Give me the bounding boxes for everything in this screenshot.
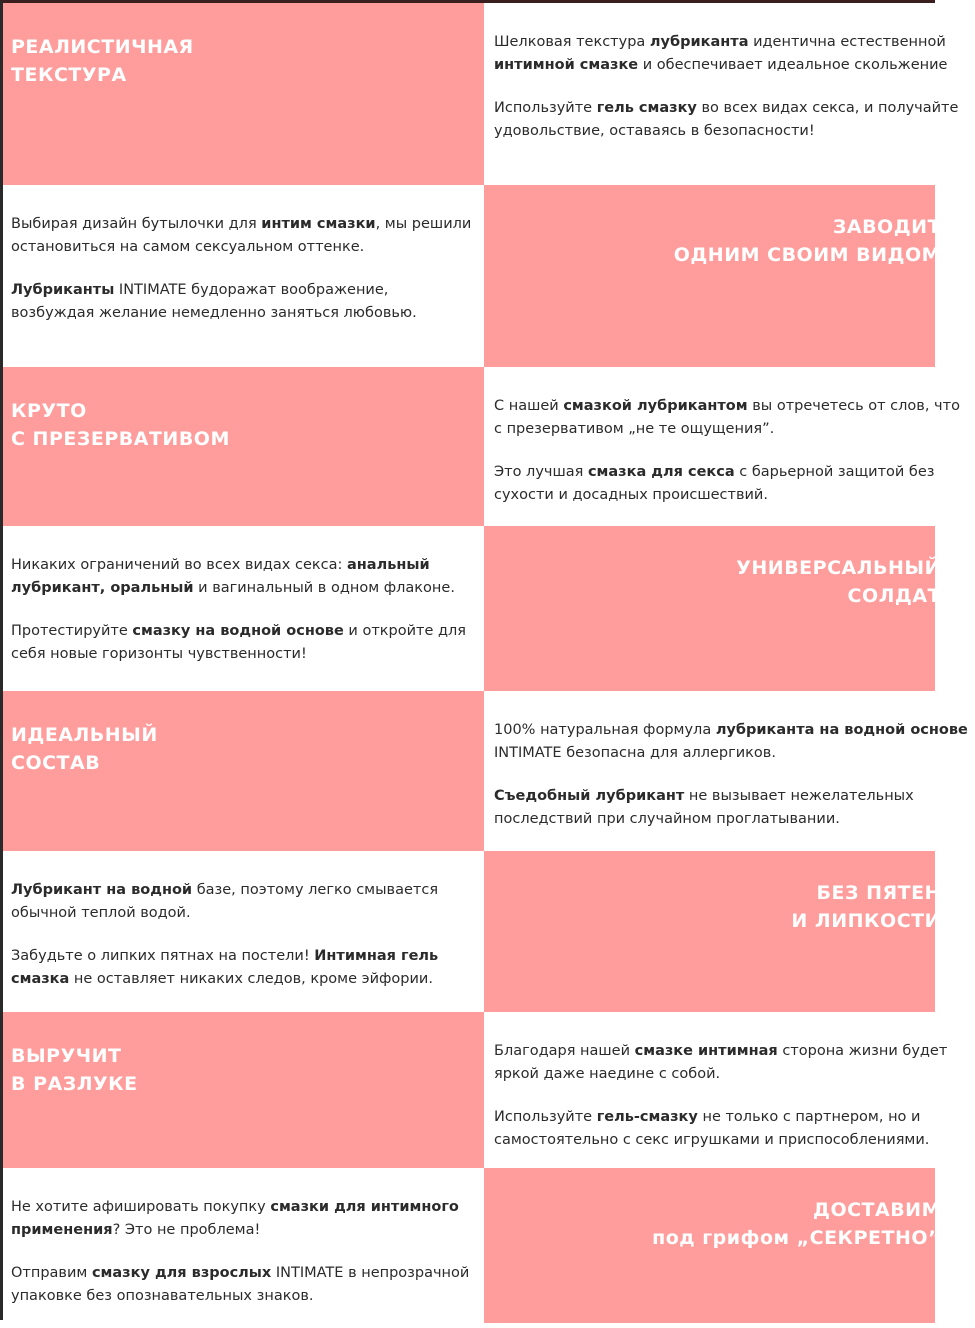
text-run: INTIMATE будоражат воображение, возбуждая желание немедленно заняться любовью. (11, 282, 417, 321)
bold-keyword: Лубрикант на водной (11, 882, 193, 898)
bold-keyword: гель смазку (596, 100, 697, 116)
bold-keyword: Интимная гель смазка (11, 948, 439, 987)
description-paragraph (494, 395, 975, 441)
feature-title-block (3, 1012, 484, 1168)
feature-title: РЕАЛИСТИЧНАЯ ТЕКСТУРА (11, 36, 194, 86)
feature-text-block (3, 526, 484, 691)
description-paragraph (494, 719, 975, 765)
text-run: Не хотите афишировать покупку (11, 1199, 271, 1215)
text-run: во всех видах секса, и получайте (696, 100, 959, 116)
bold-keyword: смазку для взрослых (91, 1265, 272, 1281)
text-run: Выбирая дизайн бутылочки для (11, 216, 262, 232)
feature-description (494, 1040, 975, 1172)
feature-title-block (484, 1168, 941, 1323)
feature-row (3, 3, 959, 185)
text-run: и откройте для себя новые горизонты чувственности! (11, 623, 467, 662)
description-paragraph (494, 97, 975, 143)
feature-title: ЗАВОДИТ ОДНИМ СВОИМ ВИДОМ (673, 216, 941, 266)
text-run: с презервативом „не те ощущения”. (494, 421, 775, 437)
text-run: базе, поэтому легко смывается обычной теплой водой. (11, 882, 439, 921)
text-run: яркой даже наедине с собой. (494, 1066, 721, 1082)
feature-text-block (484, 691, 968, 851)
text-run: идентична естественной (748, 34, 946, 50)
feature-row (3, 851, 941, 1012)
feature-title-block (484, 185, 941, 367)
description-paragraph (494, 785, 975, 831)
feature-row (3, 1168, 941, 1323)
feature-title: УНИВЕРСАЛЬНЫЙ СОЛДАТ (736, 557, 941, 607)
bold-keyword: смазке интимная (634, 1043, 778, 1059)
text-run: последствий при случайном проглатывании. (494, 811, 840, 827)
description-paragraph (11, 1262, 474, 1308)
text-run: не только с партнером, но и (697, 1109, 921, 1125)
text-run: INTIMATE в непрозрачной упаковке без опознавательных знаков. (11, 1265, 470, 1304)
text-run: Протестируйте (11, 623, 133, 639)
feature-title-block (3, 691, 484, 851)
bold-keyword: смазка для секса (587, 464, 735, 480)
feature-row (3, 526, 941, 691)
feature-text-block (3, 1168, 484, 1323)
feature-text-block (3, 185, 484, 367)
feature-text-block (484, 367, 960, 526)
text-run: самостоятельно с секс игрушками и приспособлениями. (494, 1132, 930, 1148)
text-run: вы отречетесь от слов, что (747, 398, 960, 414)
feature-title: ИДЕАЛЬНЫЙ СОСТАВ (11, 724, 158, 774)
bold-keyword: интимной смазке (494, 57, 639, 73)
description-paragraph (11, 279, 474, 325)
text-run: Используйте (494, 100, 597, 116)
bold-keyword: Съедобный лубрикант (494, 788, 685, 804)
feature-title-block (3, 367, 484, 526)
feature-description (494, 31, 975, 163)
feature-description (494, 719, 975, 851)
feature-text-block (484, 3, 959, 185)
text-run: Это лучшая (494, 464, 588, 480)
text-run: сторона жизни будет (777, 1043, 948, 1059)
text-run: INTIMATE безопасна для аллергиков. (494, 745, 776, 761)
description-paragraph (11, 620, 474, 666)
description-paragraph (494, 1040, 975, 1086)
text-run: удовольствие, оставаясь в безопасности! (494, 123, 815, 139)
text-run: Благодаря нашей (494, 1043, 635, 1059)
text-run: Забудьте о липких пятнах на постели! (11, 948, 315, 964)
text-run: Шелковая текстура (494, 34, 650, 50)
bold-keyword: интим смазки (261, 216, 376, 232)
description-paragraph (11, 1196, 474, 1242)
text-run: ? Это не проблема! (112, 1222, 261, 1238)
feature-row (3, 367, 960, 526)
description-paragraph (11, 879, 474, 925)
feature-title: ДОСТАВИМ под грифом „СЕКРЕТНО” (652, 1199, 941, 1249)
description-paragraph (494, 1106, 975, 1152)
description-paragraph (494, 31, 975, 77)
text-run: и обеспечивает идеальное скольжение (638, 57, 948, 73)
text-run: не оставляет никаких следов, кроме эйфории. (69, 971, 433, 987)
feature-text-block (3, 851, 484, 1012)
feature-description (11, 879, 474, 1011)
text-run: Отправим (11, 1265, 92, 1281)
description-paragraph (494, 461, 975, 507)
feature-title-block (484, 851, 941, 1012)
text-run: Используйте (494, 1109, 597, 1125)
feature-title: ВЫРУЧИТ В РАЗЛУКЕ (11, 1045, 138, 1095)
feature-text-block (484, 1012, 948, 1168)
bold-keyword: лубриканта (649, 34, 749, 50)
feature-description (494, 395, 975, 527)
text-run: Никаких ограничений во всех видах секса: (11, 557, 347, 573)
text-run: не вызывает нежелательных (684, 788, 914, 804)
feature-row (3, 1012, 948, 1168)
feature-title-block (484, 526, 941, 691)
bold-keyword: гель-смазку (596, 1109, 698, 1125)
bold-keyword: смазку на водной основе (132, 623, 344, 639)
text-run: , мы решили остановиться на самом сексуальном оттенке. (11, 216, 472, 255)
feature-title-block (3, 3, 484, 185)
bold-keyword: смазки для интимного применения (11, 1199, 459, 1238)
description-paragraph (11, 554, 474, 600)
description-paragraph (11, 213, 474, 259)
bold-keyword: лубриканта на водной основе (715, 722, 968, 738)
feature-description (11, 554, 474, 686)
text-run: С нашей (494, 398, 564, 414)
feature-title: КРУТО С ПРЕЗЕРВАТИВОМ (11, 400, 230, 450)
text-run: сухости и досадных происшествий. (494, 487, 768, 503)
text-run: с барьерной защитой без (734, 464, 935, 480)
feature-row (3, 185, 941, 367)
bold-keyword: анальный лубрикант, оральный (11, 557, 430, 596)
text-run: 100% натуральная формула (494, 722, 716, 738)
text-run: и вагинальный в одном флаконе. (193, 580, 455, 596)
bold-keyword: Лубриканты (11, 282, 115, 298)
bold-keyword: смазкой лубрикантом (563, 398, 748, 414)
feature-row (3, 691, 968, 851)
feature-title: БЕЗ ПЯТЕН И ЛИПКОСТИ (791, 882, 941, 932)
feature-description (11, 213, 474, 345)
description-paragraph (11, 945, 474, 991)
feature-description (11, 1196, 474, 1328)
